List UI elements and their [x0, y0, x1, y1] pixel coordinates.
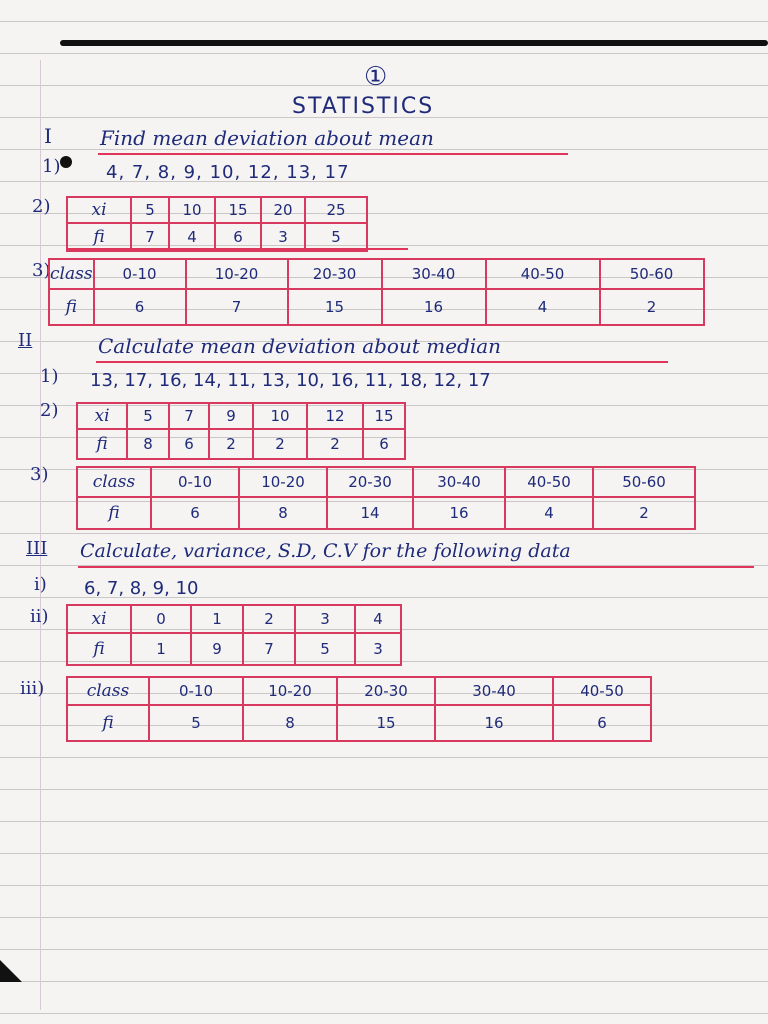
table-cell: 4 [169, 223, 215, 251]
table-cell: 8 [127, 429, 169, 459]
table-cell: 2 [243, 605, 295, 633]
table-row [77, 403, 405, 429]
table-cell: 6 [151, 497, 239, 529]
table-cell: 10 [253, 403, 307, 429]
table-cell: 6 [94, 289, 186, 325]
section-2-underline [96, 361, 668, 363]
s1-item1-text: 4, 7, 8, 9, 10, 12, 13, 17 [106, 162, 350, 183]
table-cell: 25 [305, 197, 367, 223]
table-cell: 5 [295, 633, 355, 665]
table-cell: 30-40 [435, 677, 553, 705]
row-label-cell: class [49, 259, 94, 289]
section-1-heading: Find mean deviation about mean [100, 126, 434, 150]
table-cell: 14 [327, 497, 413, 529]
table-cell: 16 [382, 289, 486, 325]
section-2-roman: II [18, 330, 33, 351]
table-cell: 8 [243, 705, 337, 741]
section-3-roman: III [26, 538, 48, 559]
table-cell: 9 [191, 633, 243, 665]
table-row [67, 677, 651, 705]
table-cell: 6 [363, 429, 405, 459]
section-1-roman: I [44, 124, 52, 148]
table-cell: 1 [191, 605, 243, 633]
row-label-cell: fi [77, 429, 127, 459]
table-cell: 20 [261, 197, 305, 223]
table-cell: 7 [131, 223, 169, 251]
table-cell: 3 [295, 605, 355, 633]
table-cell: 10-20 [239, 467, 327, 497]
table-cell: 0-10 [151, 467, 239, 497]
s1-item1-label: 1) [42, 156, 61, 177]
table-cell: 2 [209, 429, 253, 459]
table-cell: 15 [363, 403, 405, 429]
table-cell: 15 [215, 197, 261, 223]
table-cell: 9 [209, 403, 253, 429]
s1-table-2-underline [66, 248, 408, 250]
table-row [49, 289, 704, 325]
table-cell: 0-10 [149, 677, 243, 705]
s1-item2-label: 2) [32, 196, 51, 217]
table-cell: 5 [305, 223, 367, 251]
s2-table-3 [76, 466, 696, 530]
row-label-cell: xi [67, 197, 131, 223]
s2-item1-label: 1) [40, 366, 59, 387]
table-row [49, 259, 704, 289]
table-cell: 12 [307, 403, 363, 429]
s3-item1-label: i) [34, 574, 47, 595]
s3-item2-label: ii) [30, 606, 49, 627]
table-cell: 20-30 [327, 467, 413, 497]
table-cell: 7 [169, 403, 209, 429]
s3-item1-text: 6, 7, 8, 9, 10 [84, 578, 199, 599]
s1-table-2 [66, 196, 368, 252]
row-label-cell: class [77, 467, 151, 497]
table-cell: 7 [186, 289, 288, 325]
bullet-dot [60, 156, 72, 168]
table-cell: 5 [149, 705, 243, 741]
page-title: STATISTICS [292, 94, 435, 119]
row-label-cell: fi [67, 705, 149, 741]
table-cell: 5 [127, 403, 169, 429]
s2-item1-text: 13, 17, 16, 14, 11, 13, 10, 16, 11, 18, 12, 17 [90, 370, 491, 391]
table-cell: 6 [553, 705, 651, 741]
table-row [67, 197, 367, 223]
page-corner-shadow [0, 960, 22, 982]
table-cell: 7 [243, 633, 295, 665]
table-cell: 2 [600, 289, 704, 325]
table-row [77, 467, 695, 497]
section-2-heading: Calculate mean deviation about median [98, 334, 502, 358]
row-label-cell: fi [67, 633, 131, 665]
s1-item3-label: 3) [32, 260, 51, 281]
table-cell: 4 [355, 605, 401, 633]
table-cell: 10-20 [186, 259, 288, 289]
row-label-cell: class [67, 677, 149, 705]
row-label-cell: fi [77, 497, 151, 529]
table-cell: 30-40 [413, 467, 505, 497]
table-row [67, 633, 401, 665]
table-cell: 20-30 [288, 259, 382, 289]
table-cell: 40-50 [505, 467, 593, 497]
table-row [77, 497, 695, 529]
table-cell: 2 [253, 429, 307, 459]
table-cell: 1 [131, 633, 191, 665]
table-cell: 3 [261, 223, 305, 251]
table-cell: 50-60 [593, 467, 695, 497]
table-cell: 3 [355, 633, 401, 665]
table-cell: 40-50 [486, 259, 600, 289]
table-cell: 2 [307, 429, 363, 459]
row-label-cell: xi [77, 403, 127, 429]
table-cell: 40-50 [553, 677, 651, 705]
table-cell: 16 [413, 497, 505, 529]
table-cell: 30-40 [382, 259, 486, 289]
s2-table-2 [76, 402, 406, 460]
table-cell: 0 [131, 605, 191, 633]
table-cell: 10-20 [243, 677, 337, 705]
table-row [67, 223, 367, 251]
s3-table-2 [66, 604, 402, 666]
table-cell: 5 [131, 197, 169, 223]
table-row [77, 429, 405, 459]
row-label-cell: fi [49, 289, 94, 325]
page-top-edge [60, 40, 768, 46]
table-cell: 50-60 [600, 259, 704, 289]
table-cell: 4 [486, 289, 600, 325]
table-cell: 16 [435, 705, 553, 741]
row-label-cell: fi [67, 223, 131, 251]
section-3-underline [78, 566, 754, 568]
table-cell: 0-10 [94, 259, 186, 289]
s3-table-3 [66, 676, 652, 742]
s2-item3-label: 3) [30, 464, 49, 485]
section-3-heading: Calculate, variance, S.D, C.V for the following data [80, 540, 571, 562]
page-number: ① [364, 62, 388, 92]
s2-item2-label: 2) [40, 400, 59, 421]
table-cell: 15 [288, 289, 382, 325]
table-cell: 10 [169, 197, 215, 223]
table-cell: 20-30 [337, 677, 435, 705]
row-label-cell: xi [67, 605, 131, 633]
table-row [67, 605, 401, 633]
s1-table-3 [48, 258, 705, 326]
table-cell: 4 [505, 497, 593, 529]
section-1-underline [98, 153, 568, 155]
table-row [67, 705, 651, 741]
table-cell: 6 [169, 429, 209, 459]
table-cell: 8 [239, 497, 327, 529]
table-cell: 6 [215, 223, 261, 251]
table-cell: 2 [593, 497, 695, 529]
table-cell: 15 [337, 705, 435, 741]
s3-item3-label: iii) [20, 678, 45, 699]
